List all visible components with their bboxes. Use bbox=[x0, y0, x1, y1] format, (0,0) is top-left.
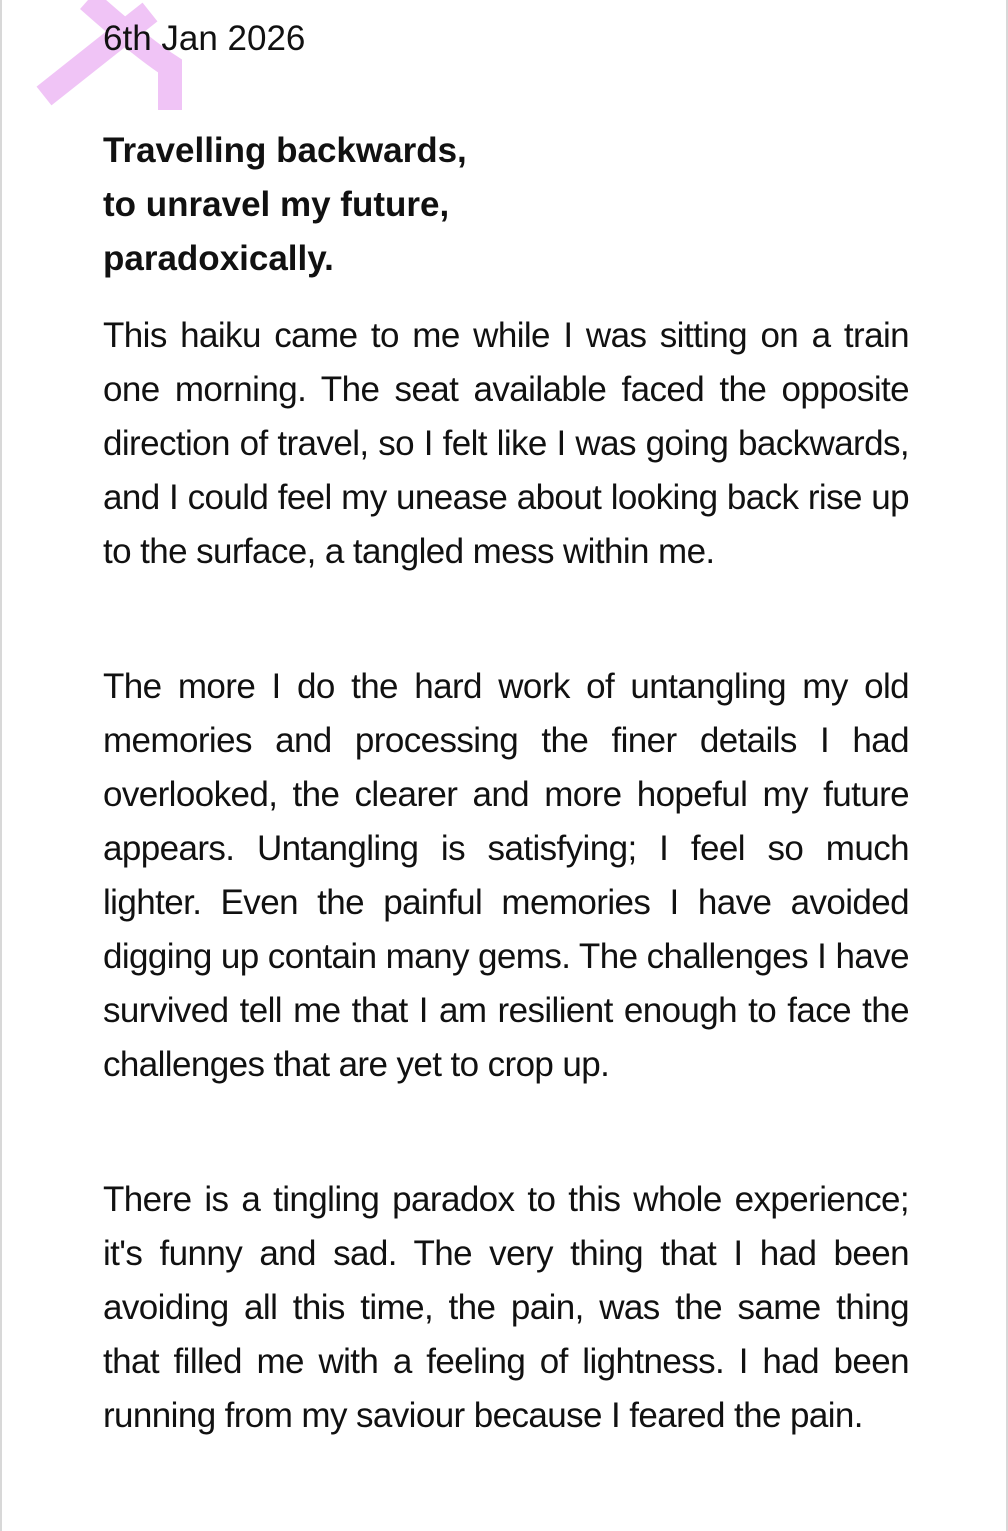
haiku-line: paradoxically. bbox=[103, 239, 334, 278]
haiku-line: Travelling backwards, bbox=[103, 131, 467, 170]
body-paragraph: The more I do the hard work of untangling my old memories and processing the finer details I had overlooked, the clearer and more hopeful my future appears. Untangling is satisfying; I feel so much lighter. Even the painful memories I have avoided digging up contain many gems. The challenges I have survived tell me that I am resilient enough to face the challenges that are yet to crop up. bbox=[103, 667, 909, 1084]
entry-date: 6th Jan 2026 bbox=[103, 19, 306, 58]
body-paragraph: There is a tingling paradox to this whole experience; it's funny and sad. The very thing that I had been avoiding all this time, the pain, was the same thing that filled me with a feeling of lightness. I had been running from my saviour because I feared the pain. bbox=[103, 1180, 909, 1435]
haiku-line: to unravel my future, bbox=[103, 185, 450, 224]
body-paragraph: This haiku came to me while I was sitting on a train one morning. The seat available faced the opposite direction of travel, so I felt like I was going backwards, and I could feel my unease about looking back rise up to the surface, a tangled mess within me. bbox=[103, 316, 909, 571]
haiku bbox=[103, 124, 909, 286]
